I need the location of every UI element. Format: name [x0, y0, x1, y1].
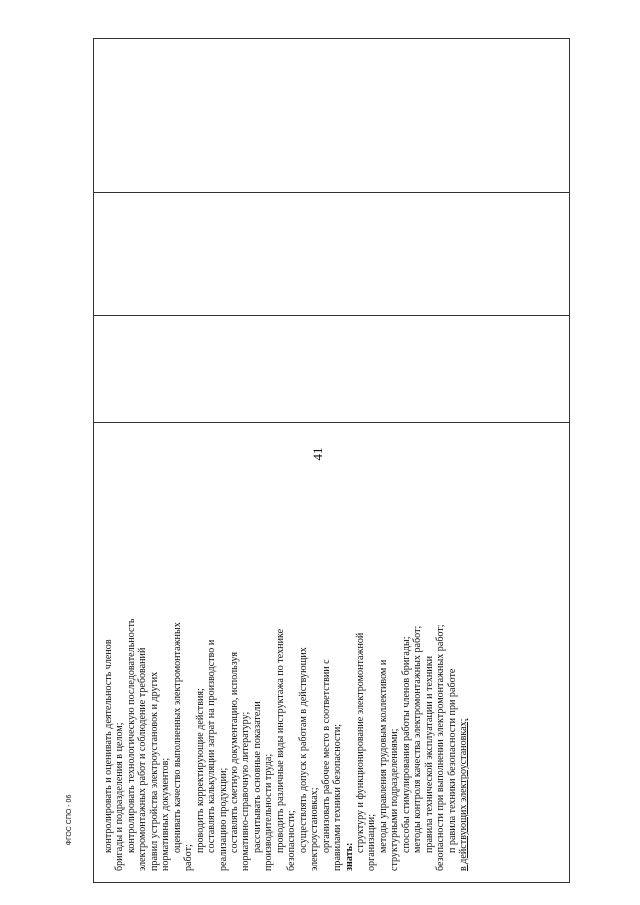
column-divider: [93, 422, 570, 423]
text-line: проводить различные виды инструктажа по технике: [274, 628, 286, 853]
text-line: реализацию продукции;: [217, 767, 229, 871]
table-border-bottom: [569, 38, 570, 883]
text-line: бригады и подразделения в целом;: [114, 722, 126, 871]
text-line: методы контроля качества электромонтажных работ;: [412, 625, 424, 853]
text-line: производительности труда;: [263, 753, 275, 871]
text-line: электроустановках;: [309, 787, 321, 871]
text-line: оценивать качество выполненных электромонтажных: [171, 622, 183, 853]
text-line: правилами техники безопасности;: [332, 723, 344, 871]
table-border-top: [93, 38, 94, 883]
text-line: составлять калькуляции затрат на производство и: [206, 639, 218, 853]
text-line: методы управления трудовым коллективом и: [377, 659, 389, 853]
text-line: структуру и функционирование электромонтажной: [354, 632, 366, 853]
table-border-right: [93, 38, 570, 39]
text-line: составлять сметную документацию, используя: [228, 652, 240, 853]
text-line: знать:: [343, 842, 355, 871]
rotated-table: [93, 38, 570, 883]
text-line: проводить корректирующие действия;: [194, 688, 206, 853]
text-line: п равила техники безопасности при работе: [446, 668, 458, 853]
text-line: структурными подразделениями;: [389, 728, 401, 871]
competency-text-cell: [103, 431, 561, 871]
text-line: работ;: [183, 844, 195, 871]
text-line: нормативно-справочную литературу;: [240, 711, 252, 871]
column-divider: [93, 315, 570, 316]
text-line: безопасности при выполнении электромонтажных работ;: [435, 624, 447, 871]
text-line: контролировать и оценивать деятельность членов: [103, 639, 114, 853]
page-number: 41: [310, 447, 325, 461]
text-line: рассчитывать основные показатели: [251, 701, 263, 853]
text-line: способы стимулирования работы членов бригады;: [400, 636, 412, 853]
table-border-left: [93, 882, 570, 883]
text-line: нормативных документов;: [160, 757, 172, 871]
column-divider: [93, 192, 570, 193]
text-line: безопасности;: [286, 810, 298, 871]
text-line: осуществлять допуск к работам в действующих: [297, 647, 309, 853]
text-line: электромонтажных работ и соблюдение требований: [137, 647, 149, 871]
text-line: правила технической эксплуатации и техники: [423, 655, 435, 853]
text-line: правил устройства электроустановок и других: [148, 671, 160, 871]
document-footer: ФГОС СПО - 06: [66, 794, 73, 846]
text-line: контролировать технологическую последовательность: [125, 618, 137, 853]
text-line: в действующих электроустановках;: [458, 718, 470, 871]
text-line: организовать рабочее место в соответствии с: [320, 659, 332, 853]
text-line: организации;: [366, 814, 378, 871]
